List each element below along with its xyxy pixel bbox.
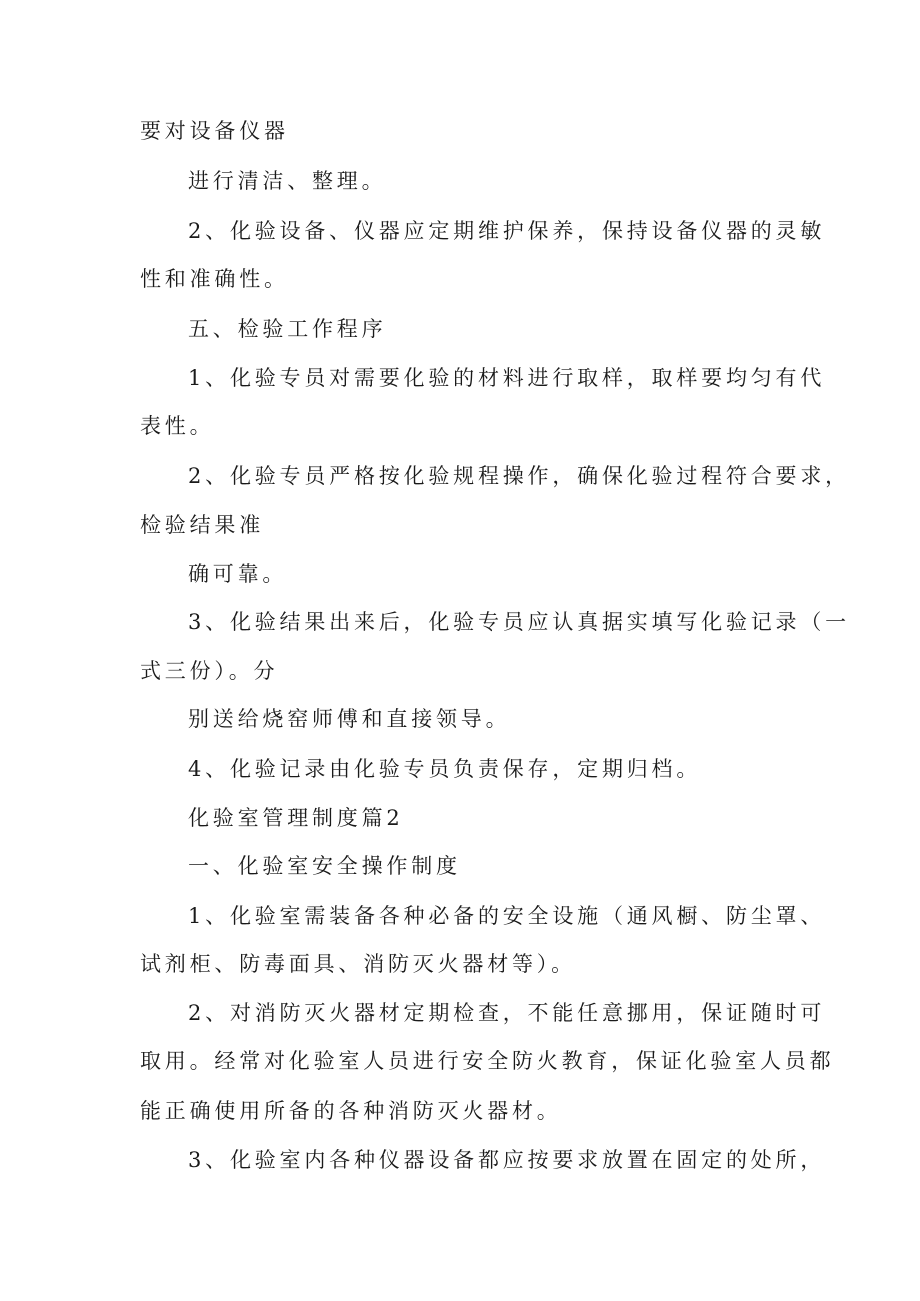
- text-line: 检验结果准: [140, 513, 264, 537]
- text-line: 式三份）。分: [140, 659, 279, 683]
- text-line: 要对设备仪器: [140, 119, 289, 143]
- text-line: 4、化验记录由化验专员负责保存，定期归档。: [188, 757, 702, 781]
- text-line: 1、化验室需装备各种必备的安全设施（通风橱、防尘罩、: [188, 904, 826, 928]
- section-heading: 五、检验工作程序: [188, 317, 387, 341]
- text-line: 别送给烧窑师傅和直接领导。: [188, 707, 511, 731]
- section-heading: 一、化验室安全操作制度: [188, 854, 461, 878]
- chapter-title: 化验室管理制度篇2: [188, 806, 404, 830]
- text-line: 取用。经常对化验室人员进行安全防火教育，保证化验室人员都: [140, 1049, 835, 1073]
- text-line: 确可靠。: [188, 562, 288, 586]
- text-line: 3、化验结果出来后，化验专员应认真据实填写化验记录（一: [188, 610, 850, 634]
- text-line: 进行清洁、整理。: [188, 169, 387, 193]
- text-line: 2、化验专员严格按化验规程操作，确保化验过程符合要求，: [188, 464, 850, 488]
- text-line: 性和准确性。: [140, 267, 289, 291]
- text-line: 1、化验专员对需要化验的材料进行取样，取样要均匀有代: [188, 366, 826, 390]
- text-line: 能正确使用所备的各种消防灭火器材。: [140, 1099, 562, 1123]
- text-line: 试剂柜、防毒面具、消防灭火器材等）。: [140, 952, 576, 976]
- text-line: 表性。: [140, 414, 215, 438]
- text-line: 2、对消防灭火器材定期检查，不能任意挪用，保证随时可: [188, 1001, 826, 1025]
- text-line: 3、化验室内各种仪器设备都应按要求放置在固定的处所，: [188, 1148, 826, 1172]
- text-line: 2、化验设备、仪器应定期维护保养，保持设备仪器的灵敏: [188, 219, 826, 243]
